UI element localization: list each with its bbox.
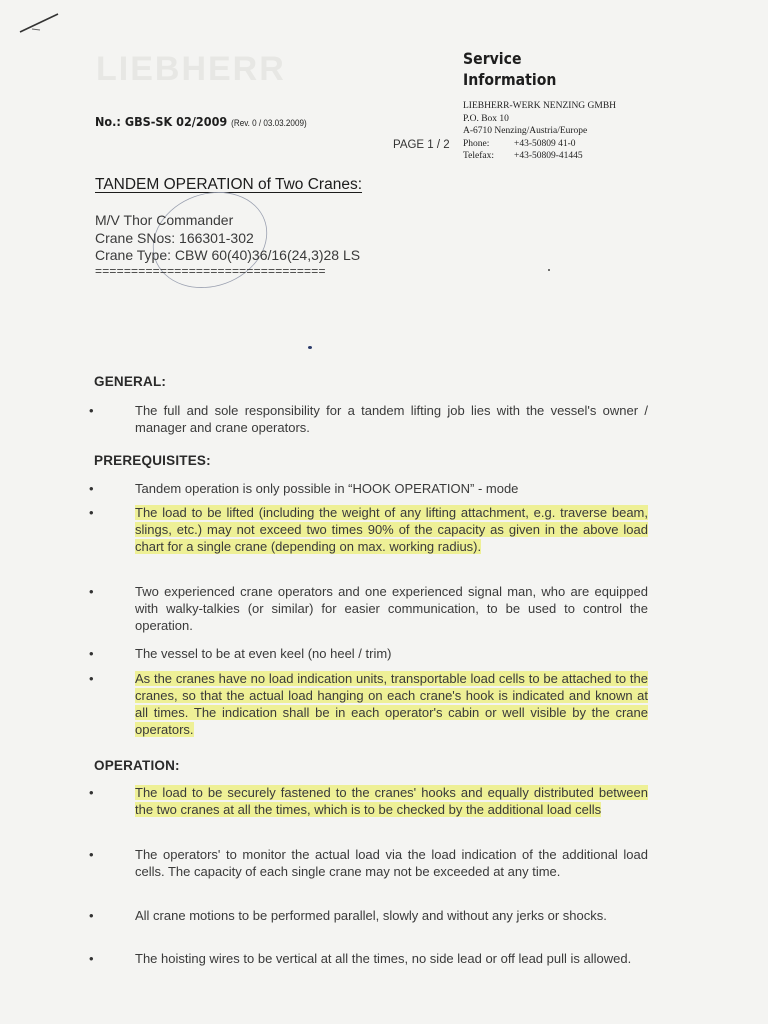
speck-mark xyxy=(548,269,550,271)
fax-row xyxy=(463,150,616,163)
prerequisites-heading: PREREQUISITES: xyxy=(94,453,211,468)
phone-row xyxy=(463,138,616,151)
po-box: P.O. Box 10 xyxy=(463,113,509,124)
bullet-marker: • xyxy=(89,908,94,923)
bullet-marker: • xyxy=(89,584,94,599)
prerequisite-item-4: The vessel to be at even keel (no heel / trim) xyxy=(135,646,392,661)
logo-watermark: LIEBHERR xyxy=(96,50,286,88)
doc-number-value: No.: GBS-SK 02/2009 xyxy=(95,114,228,129)
bullet-marker: • xyxy=(89,951,94,966)
highlighted-distribution-text: The load to be securely fastened to the cranes' hooks and equally distributed between the two cranes at all the times, which is to be checked by the additional load cells xyxy=(135,785,648,817)
prerequisite-item-1: Tandem operation is only possible in “HOOK OPERATION” - mode xyxy=(135,481,519,496)
prerequisite-item-2 xyxy=(135,504,648,555)
operation-item-2: The operators' to monitor the actual load via the load indication of the additional load cells. The capacity of each single crane may not be exceeded at any time. xyxy=(135,847,648,879)
operation-item-4: The hoisting wires to be vertical at all the times, no side lead or off lead pull is allowed. xyxy=(135,951,632,966)
address: A-6710 Nenzing/Austria/Europe xyxy=(463,126,588,136)
page-number: PAGE 1 / 2 xyxy=(393,139,450,151)
service-information-title xyxy=(463,48,556,90)
bullet-marker: • xyxy=(89,847,94,862)
doc-revision: (Rev. 0 / 03.03.2009) xyxy=(231,118,307,128)
fax-label: Telefax: xyxy=(463,151,494,161)
general-item-1: The full and sole responsibility for a tandem lifting job lies with the vessel's owner / manager and crane operators. xyxy=(135,403,648,435)
phone-value: +43-50809 41-0 xyxy=(514,138,576,149)
phone-label: Phone: xyxy=(463,138,490,149)
fax-value: +43-50809-41445 xyxy=(514,151,583,161)
prerequisite-item-5 xyxy=(135,670,648,738)
crane-serial-numbers: Crane SNos: 166301-302 xyxy=(95,229,254,246)
prerequisite-item-3: Two experienced crane operators and one experienced signal man, who are equipped with walky-talkies (or similar) for easier communication, to be used to control the operation. xyxy=(135,584,648,633)
crane-info-block xyxy=(95,212,360,277)
company-name: LIEBHERR-WERK NENZING GMBH xyxy=(463,101,617,111)
ink-dot-mark xyxy=(308,346,312,349)
bullet-marker: • xyxy=(89,785,94,800)
operation-item-1 xyxy=(135,784,648,818)
operation-item-3: All crane motions to be performed parallel, slowly and without any jerks or shocks. xyxy=(135,908,607,923)
highlighted-load-text: The load to be lifted (including the weight of any lifting attachment, e.g. traverse beam, slings, etc.) may not exceed two times 90% of the capacity as given in the above load chart for a single crane (depending on max. working radius). xyxy=(135,505,648,554)
bullet-marker: • xyxy=(89,481,94,496)
general-heading: GENERAL: xyxy=(94,374,167,389)
service-title-line1: Service xyxy=(463,49,522,68)
company-address-block xyxy=(463,100,616,163)
document-number xyxy=(95,114,307,129)
crane-type: Crane Type: CBW 60(40)36/16(24,3)28 LS xyxy=(95,247,361,263)
bullet-marker: • xyxy=(89,646,94,661)
separator-line: ================================ xyxy=(95,263,326,278)
bullet-marker: • xyxy=(89,671,94,686)
highlighted-load-cells-text: As the cranes have no load indication units, transportable load cells to be attached to the cranes, so that the actual load hanging on each crane's hook is indicated and known at all times. The indication shall be in each operator's cabin or well visible by the crane operators. xyxy=(135,671,648,737)
service-title-line2: Information xyxy=(463,70,557,89)
operation-heading: OPERATION: xyxy=(94,758,180,773)
bullet-marker: • xyxy=(89,403,94,418)
document-title: TANDEM OPERATION of Two Cranes: xyxy=(95,176,363,193)
vessel-name: M/V Thor Commander xyxy=(95,212,234,228)
bullet-marker: • xyxy=(89,505,94,520)
pen-stroke-mark xyxy=(18,12,62,36)
